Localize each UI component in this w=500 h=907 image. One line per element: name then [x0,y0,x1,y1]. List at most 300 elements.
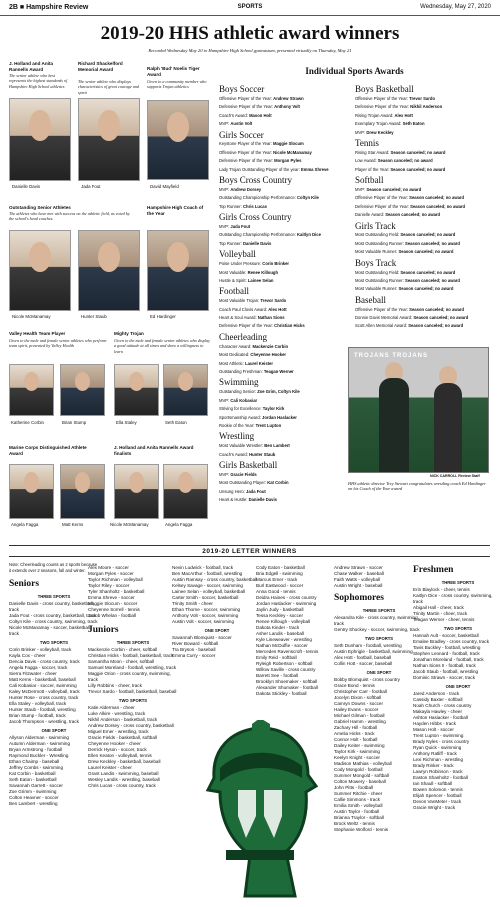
award-winner: Lainee Selan [247,277,274,283]
award-row [219,194,347,202]
letter-winner: Dominic Strawn - soccer, track [413,675,476,680]
award-label: Most Outstanding Player: [219,480,268,486]
photo-caption: Angela Fagga [11,522,39,527]
award-label: Outstanding Freshman: [219,368,264,374]
award-label: Outstanding Championship Performance: [219,232,297,238]
award-row [219,149,347,157]
letter-winner: Gentry Shockey - soccer, swimming, track [334,627,420,632]
award-title: Outstanding Senior Athletes [9,205,71,210]
award-row [219,388,347,396]
group-label: THREE SPORTS [362,608,396,613]
award-winner: Coltyn Kile [296,195,319,201]
letter-winner: Cassidy Baxter - softball [413,697,463,702]
letter-winner: Seth Eaton - basketball [9,777,57,782]
award-label: Scott Allen Memorial Award: [355,323,409,329]
award-row [355,306,483,314]
letter-winner: Bria Edgell - swimming [256,571,303,576]
class-heading: Juniors [88,625,119,635]
letter-winner: Brooklyn Shoemaker - softball [256,679,318,684]
class-heading: Seniors [9,579,40,589]
letter-winner: Ryan Quick - swimming [413,745,462,750]
letter-winner: Anna Good - tennis [256,589,296,594]
award-row [355,120,483,128]
athlete-photo [9,230,71,311]
letter-winner: Amelia Hicks - track [334,731,375,736]
letter-winner: Seth Dunham - football, wrestling [334,643,402,648]
letter-winner: Angela Fagga - soccer, track [9,665,68,670]
letter-winner: Andrew Dorsey - cross country, basketball [88,723,174,728]
award-label: Most Athletic: [219,360,246,366]
award-row [219,103,347,111]
award-winner: Nathan Sions [257,315,285,321]
group-label: ONE SPORT [41,728,67,733]
banner-text: TROJANS TROJANS [354,353,429,359]
award-label: Danielle Award: [355,212,386,218]
letter-winner: Connor Holt - football [334,737,378,742]
letter-winner: Kelsey Savage - soccer, swimming [172,583,243,588]
award-winner: Alex Hott [268,306,287,312]
sport-heading: Girls Cross Country [219,212,292,223]
athlete-photo [60,464,105,519]
sports-awards-left [219,83,347,505]
letter-winner: Savannah Blomquist - soccer [172,635,232,640]
letter-winner: Jared Anderson - track [413,691,460,696]
award-winner: Season canceled; no award [366,186,422,192]
award-label: Most Valuable Wrestler: [219,443,265,449]
award-label: Sportsmanship Award: [219,414,262,420]
letter-winner: Dencia Davis - cross country, track [9,659,80,664]
award-label: Character Award: [219,343,253,349]
award-row [219,157,347,165]
photo-caption: Seth Eaton [165,420,187,425]
letter-winner: Colton Heavner - soccer [9,795,59,800]
award-label: Defensive Player of the Year: [219,323,275,329]
group-label: THREE SPORTS [37,594,71,599]
award-row [219,277,347,285]
letter-winner: Zoe Grimm - swimming [9,789,57,794]
award-row [219,140,347,148]
letter-winner: Grant Landis - swimming, baseball [88,771,159,776]
group-label: TWO SPORTS [39,640,69,645]
award-row [219,479,347,487]
photo-caption: Danielle Davis [12,184,41,189]
award-row [219,260,347,268]
letter-winner: Chris Lucas - cross country, track [88,783,156,788]
letter-winner: Jacob Whelan - football [88,613,137,618]
section-name: SPORTS [237,4,263,10]
athlete-photo [163,364,208,416]
feature-caption: HHS athletic director Trey Stewart congratulates wrestling coach Ed Hardinger on his Coach of the Year award [348,481,486,492]
sport-heading: Cheerleading [219,331,267,342]
letter-winner: Trinity Smith - cheer [172,601,213,606]
award-description: The athletes who have met with success on the athletic field, as voted by the school's head coaches. [9,211,130,222]
athlete-photo [60,364,105,416]
award-label: MVP: [219,224,231,230]
letter-winner: Callie Simmons - track [334,797,380,802]
sport-heading: Boys Soccer [219,84,265,94]
award-row [355,285,483,293]
letter-winner: Luke Alkire - wrestling, track [88,711,146,716]
award-label: Most Valuable: [219,269,248,275]
letter-winner: Taylor Richman - volleyball [88,577,143,582]
award-row [355,157,483,165]
award-winner: Season canceled; no award [409,306,465,312]
award-row [355,240,483,248]
letter-winner: Gabriel Hamm - wrestling [334,719,386,724]
sport-heading: Baseball [355,294,386,305]
letter-winner: Anthony Ratliff - track [413,751,457,756]
award-winner: Mackenzie Corbin [252,343,289,349]
letter-winner: Emalee Bradley - cross country, track [413,639,489,644]
award-winner: Teagan Werner [263,368,294,374]
award-row [219,322,347,330]
letter-winner: Raymond Buckler - Wrestling [9,753,69,758]
letter-column [172,565,262,659]
letter-winner: Dailey Keiter - swimming [334,743,385,748]
letter-winner: Mason Holt - soccer [413,727,454,732]
award-winner: Season canceled; no award [377,158,433,164]
award-label: Outstanding Championship Performance: [219,195,297,201]
group-label: TWO SPORTS [118,698,148,703]
award-title: Marine Corps Distinguished Athlete Award [9,445,87,456]
award-row [219,306,347,314]
award-label: Coach Paul Clovis Award: [219,306,269,312]
letter-note: Note: Cheerleading counts as 2 sports because it extends over 2 seasons, fall and winter. [9,562,98,573]
award-row [219,112,347,120]
letter-winner: Teagan Werner - cheer, tennis [413,617,475,622]
letter-winner: Kat Corbin - basketball [9,771,56,776]
letter-winner: Renee Killough - volleyball [256,619,311,624]
award-row [219,422,347,430]
letter-winner: Christian Hicks - football, basketball, track [88,653,174,658]
award-winner: Season canceled; no award [405,277,460,283]
letter-winner: Ellen Keaton - volleyball, tennis [88,753,152,758]
letter-winner: Austin Taylor - football [334,809,380,814]
award-label: Most Outstanding Runner: [355,240,406,246]
group-label: TWO SPORTS [364,636,394,641]
letter-winner: Alex Hott - football, baseball [334,655,392,660]
award-label: Most Outstanding Runner: [355,277,406,283]
photo-caption: Ella Staley [116,420,137,425]
letter-winner: Jacob Staub - football, wrestling [413,669,479,674]
letter-winner: Austin Volt - soccer, swimming [172,619,235,624]
award-description: Given to a community member who supports Trojan athletics [147,79,207,90]
sport-heading: Boys Track [355,257,397,268]
letter-winner: Kaley McDermott - volleyball, track [9,689,80,694]
letter-winner: Nathan McDuffie - soccer [256,643,308,648]
letter-winner: Cody Eaton - basketball [256,565,305,570]
letter-winner: Cali Kobasiar - soccer, swimming [9,683,77,688]
letter-winner: Chase Walker - baseball [334,571,384,576]
letter-winner: Summer Mongold - softball [334,773,389,778]
letter-winner: Jada Fout - cross country, basketball, track [9,613,97,618]
letter-winner: Katie Alderman - cheer [88,705,135,710]
award-row [219,496,347,504]
issue-date: Wednesday, May 27, 2020 [420,4,491,10]
feature-photo [348,347,489,473]
award-row [355,269,483,277]
letter-winner: Tavis Buckley - football, wrestling [413,645,481,650]
letter-column [413,560,500,811]
letter-winner: Alexandra Kile - cross country, swimming, track [334,615,419,626]
award-winner: Gracie Fields [230,471,257,477]
letter-winner: Stephanie Wolford - tennis [334,827,389,832]
letter-winner: Bryan Armstrong - football [9,747,63,752]
letter-winner: Elijah Spencer - football [413,793,462,798]
letter-winner: Christopher Carr - football [334,689,387,694]
trojan-head-logo [190,720,330,900]
letter-winner: Ethan Thorne - soccer, swimming [172,607,241,612]
letter-winner: Austin Ephrigle - basketball, swimming [334,649,413,654]
award-label: Offensive Player of the Year: [219,149,274,155]
letter-winner: Deidra Haines - cross country [256,595,317,600]
letter-winner: Hailey Evans - soccer [334,707,379,712]
award-row [355,103,483,111]
letter-winner: Samantha Moon - cheer, softball [88,659,155,664]
award-label: Top Runner: [219,203,243,209]
letter-winner: Noah Church - cross country [413,703,472,708]
award-winner: Season canceled; no award [413,315,469,321]
award-winner: Jada Fout [230,224,251,230]
award-winner: Season canceled; no award [405,240,460,246]
letter-winner: Matt Kerns - basketball, baseball [9,677,76,682]
sport-heading: Boys Cross Country [219,175,293,186]
athlete-photo [163,464,208,519]
letter-winner: Hunter Staub - football, wrestling [9,707,76,712]
award-winner: Corin Brinker [262,261,290,267]
sport-heading: Swimming [219,377,259,388]
award-winner: Jada Fout [246,488,266,494]
award-label: MVP: [219,471,231,477]
award-label: Low Award: [355,158,378,164]
letter-winner: Brady Nyles - cross country [413,739,470,744]
award-row [219,269,347,277]
letter-winner: Jonathan Moreland - football, track [413,657,484,662]
award-row [219,231,347,239]
letter-winner: Tra Bryson - baseball [172,647,216,652]
letter-winner: Asher Landis - baseball [256,631,305,636]
sport-heading: Softball [355,175,384,186]
award-title: Hampshire High Coach of the Year [147,205,204,216]
letter-winner: Stephen Leonard - football, track [413,651,480,656]
award-winner: Mason Holt [249,112,272,118]
group-label: TWO SPORTS [443,626,473,631]
award-label: Poise Under Pressure: [219,261,263,267]
letter-winner: Taylor Kirk - swimming [334,749,380,754]
award-title: Richard Shackelford Memorial Award [78,61,123,72]
award-label: Most Outstanding Field: [355,269,401,275]
award-title: Ralph 'Bud' Noelis Tiger Award [147,66,200,77]
award-winner: Season canceled; no award [400,269,456,275]
letter-winner: Devon VanMeter - track [413,799,462,804]
sport-heading: Girls Track [355,220,396,231]
group-label: ONE SPORT [366,670,392,675]
letter-winner: Nicole McManamay - soccer, basketball, track [9,625,92,636]
award-row [219,120,347,128]
letter-winner: Camryn Downs - soccer [334,701,384,706]
letter-winner: Carter Smith - soccer, basketball [172,595,239,600]
letter-winner: Ashton Hasiacker - football [413,715,468,720]
award-winner: Seth Eaton [402,121,425,127]
award-label: Player of the Year: [355,166,391,172]
award-row [219,240,347,248]
award-row [219,351,347,359]
award-winner: Season canceled; no award [408,323,464,329]
group-label: ONE SPORT [204,628,230,633]
letter-column [334,588,424,833]
award-label: Most Dedicated: [219,352,251,358]
award-row [219,397,347,405]
letter-winner: Emilia Smith - volleyball [334,803,383,808]
letter-winner: Kaitlyn Dice - cross country, swimming, track [413,593,493,604]
letter-winner: Bobby Blomquist - cross country [334,677,400,682]
award-title: Mighty Trojan [114,331,144,336]
letter-winner: Brady Rinker - track [413,763,454,768]
award-winner: Drew Keckley [366,129,394,135]
photo-caption: Brian Stump [62,420,87,425]
letter-winner: Jaylin Judy - basketball [256,607,304,612]
photo-caption: Ed Hardinger [150,314,176,319]
letter-winner: Cheyenne Hooker - cheer [88,741,141,746]
letter-winner: Abigail Hall - cheer, track [413,605,464,610]
award-label: Offensive Player of the Year: [355,95,410,101]
athlete-photo [114,364,159,416]
award-label: Most Valuable Trojan: [219,298,261,304]
letter-winner: Marcus Emer - track [256,577,298,582]
photo-caption: Jada Fout [81,184,101,189]
award-winner: Danielle Davis [248,497,277,503]
award-row [219,95,347,103]
letter-winner: Allyson Alderman - swimming [9,735,69,740]
award-label: Defensive Player of the Year: [219,104,275,110]
award-label: Hustle & Spirit: [219,277,248,283]
group-label: THREE SPORTS [441,580,475,585]
letter-winner: Michael Gilman - football [334,713,385,718]
award-label: MVP: [219,186,231,192]
letter-column [88,565,178,619]
award-label: Defensive Player of the Year: [355,104,411,110]
sport-heading: Volleyball [219,249,256,260]
byline: Recorded Wednesday May 20 to Hampshire High School gymnasium, presented virtually on Thursday, May 21 [148,48,352,53]
award-row [355,112,483,120]
letter-winner: Ian Shaull - softball [413,781,453,786]
award-label: Offensive Player of the Year: [355,195,410,201]
sports-awards-right [355,83,483,331]
award-row [355,248,483,256]
letter-winner: Austin Ramsay - cross country, basketball [172,577,258,582]
letter-column [88,620,178,789]
letter-winner: Drew Keckley - basketball, baseball [88,759,161,764]
award-row [219,314,347,322]
award-winner: Nikhil Anderson [410,104,443,110]
letter-winner: Summer Ritchie - cheer [334,791,383,796]
letter-winner: Morgan Pyles - soccer [88,571,134,576]
photo-caption: Angela Fagga [165,522,193,527]
award-row [355,149,483,157]
group-label: THREE SPORTS [116,640,150,645]
letter-winner: Gracie Wright - track [413,805,456,810]
award-winner: Season canceled; no award [398,286,454,292]
award-winner: Season canceled; no award [390,166,446,172]
individual-awards-title: Individual Sports Awards [305,66,404,76]
letter-winner: Lilly Robbins - cheer, track [88,683,142,688]
letter-winner: Ben MacArthur - football, wrestling [172,571,243,576]
photo-caption: Matt Kerns [62,522,84,527]
letter-winner: Zachary Hill - football [334,725,378,730]
sport-heading: Girls Basketball [219,460,278,471]
award-row [355,211,483,219]
award-label: MVP: [355,129,367,135]
award-description: The senior athlete who best represents the highest standards of Hampshire High School athletics [9,73,68,89]
letter-winner: Dakota Stickley - football [256,691,307,696]
group-label: ONE SPORT [445,684,471,689]
photo-caption: Hunter Staub [81,314,107,319]
award-label: Outstanding Senior: [219,389,258,395]
award-label: Rising Star Award: [355,149,391,155]
page-number: 2B ■ Hampshire Review [9,4,89,11]
award-row [355,322,483,330]
letter-winner: Jeffrey Combs - swimming [9,765,64,770]
letter-winner: Miguel Emer - wrestling, track [88,729,149,734]
award-label: Rising Trojan Award: [355,112,395,118]
award-winner: Season canceled; no award [390,149,446,155]
award-row [219,368,347,376]
letter-winners-title: 2019-20 LETTER WINNERS [9,545,490,557]
award-label: Defensive Player of the Year: [219,158,275,164]
letter-winner: Lawryn Robinson - track [413,769,463,774]
award-winner: Austin Volt [230,121,253,127]
award-label: Most Valuable Runner: [355,249,399,255]
letter-winner: Samuel Moreland - football, wrestling, track [88,665,177,670]
award-label: Heart & Soul Award: [219,315,258,321]
letter-winner: Coltyn Kile - cross country, swimming, track [9,619,98,624]
letter-winner: Hannah Ault - soccer, basketball [413,633,479,638]
award-title: J. Holland and Anita Rannells Award [9,61,53,72]
award-label: MVP: [355,186,367,192]
letter-winner: Lainee Selan - volleyball, basketball [172,589,246,594]
letter-winner: Hunter Rose - cross country, track [9,695,79,700]
award-winner: Trevor Sardo [409,95,436,101]
letter-winner: Derrick Hyson - soccer, track [88,747,147,752]
award-winner: Laurel Keister [245,360,274,366]
letter-winner: Ella Staley - volleyball, track [9,701,67,706]
award-winner: Season canceled; no award [398,249,454,255]
award-label: Heart & Hustle: [219,497,249,503]
letter-winner: Lexi Richman - wrestling [413,757,464,762]
award-row [219,471,347,479]
award-winner: Season canceled; no award [385,212,441,218]
award-winner: Danielle Davis [242,240,272,246]
letter-winner: Jacob Thompson - wrestling, track [9,719,79,724]
award-label: Coach's Award: [219,112,250,118]
photo-caption: Nicole McManamay [110,522,149,527]
award-winner: Trevor Sardo [260,298,287,304]
letter-winner: Jocelyn Dixon - softball [334,695,382,700]
athlete-photo [78,230,140,311]
award-row [219,442,347,450]
letter-winner: Maggie Slocum - soccer [88,601,138,606]
athlete-photo [9,464,54,519]
letter-winner: Willow Saville - cross country [256,667,316,672]
award-row [355,186,483,194]
letter-winner: Burl Eastwood - soccer [256,583,304,588]
award-winner: Kat Corbin [267,480,289,486]
award-winner: Morgan Pyles [274,158,302,164]
page-header [0,0,500,16]
letter-winner: Colton Mowery - baseball [334,779,386,784]
sport-heading: Wrestling [219,431,255,442]
letter-winner: Nathan Sions II - football, track [413,663,476,668]
